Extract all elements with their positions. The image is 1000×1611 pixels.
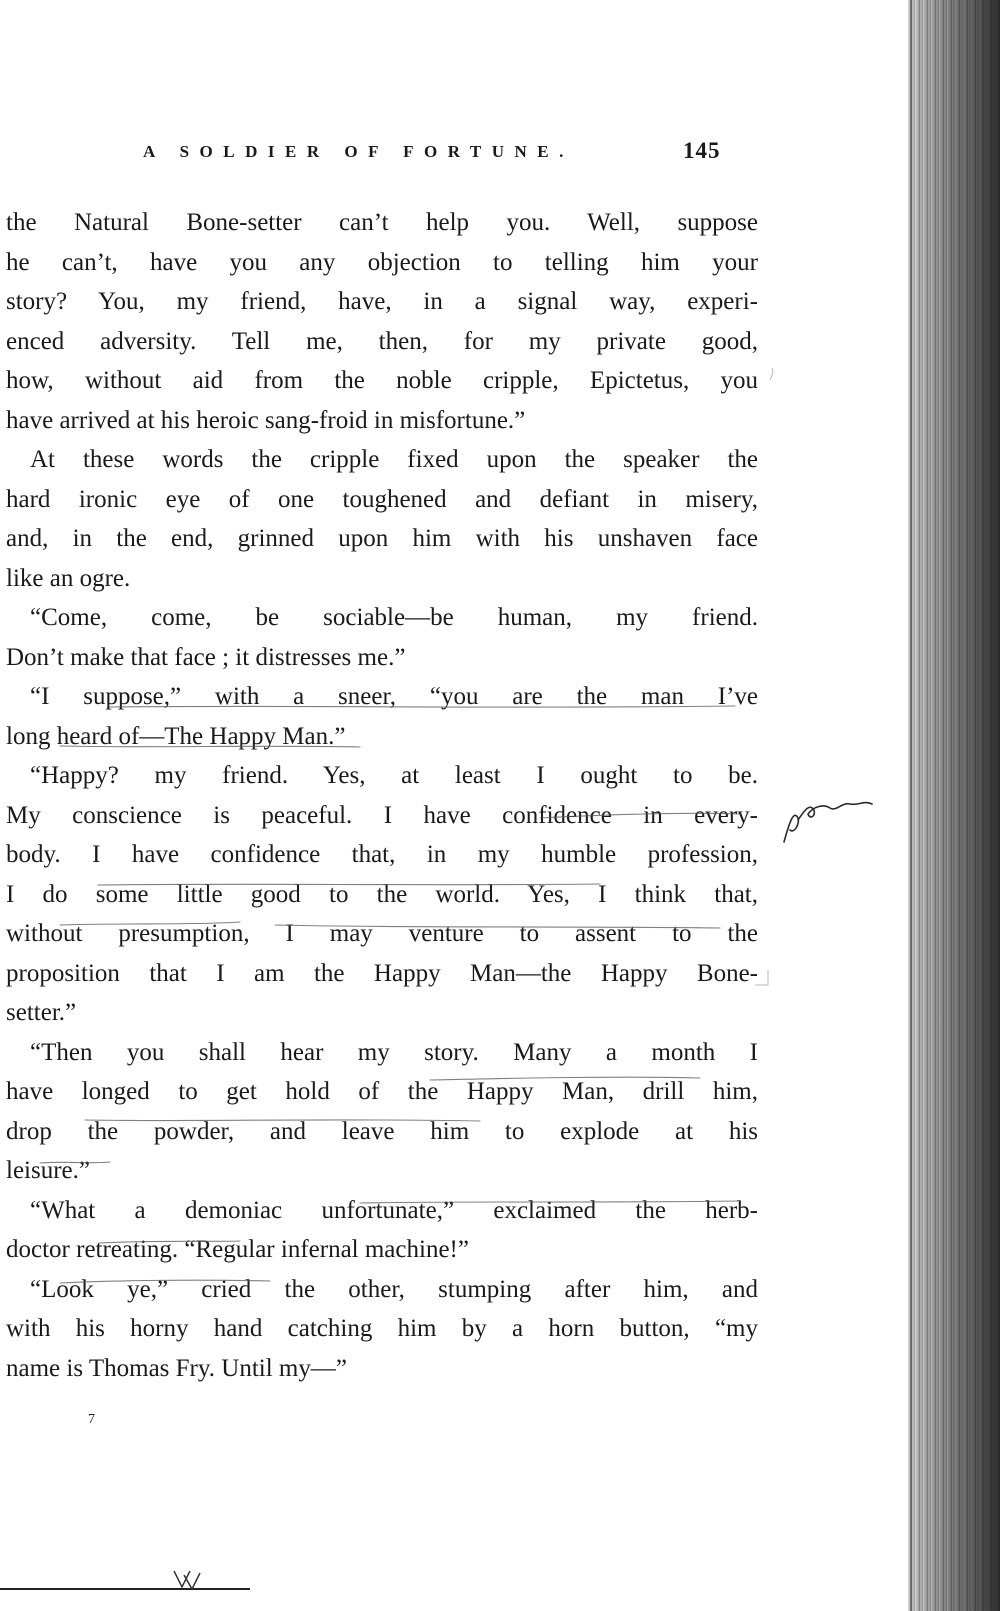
text-line: leisure.”	[6, 1157, 90, 1184]
text-line: My conscience is peaceful. I have confidence in every-	[6, 801, 758, 829]
text-line: I do some little good to the world. Yes, I think that,	[6, 880, 758, 908]
bottom-mark-icon	[170, 1565, 210, 1595]
text-line: hard ironic eye of one toughened and defiant in misery,	[6, 485, 758, 513]
text-line: “I suppose,” with a sneer, “you are the man I’ve	[30, 683, 758, 710]
text-line: “Happy? my friend. Yes, at least I ought to be.	[30, 762, 758, 789]
text-line: enced adversity. Tell me, then, for my private good,	[6, 327, 758, 355]
text-line: At these words the cripple fixed upon the speaker the	[30, 446, 758, 473]
text-line: have arrived at his heroic sang-froid in misfortune.”	[6, 406, 526, 434]
text-line: body. I have confidence that, in my humble profession,	[6, 841, 758, 868]
text-line: proposition that I am the Happy Man—the Happy Bone-	[6, 959, 758, 987]
text-line: he can’t, have you any objection to telling him your	[6, 248, 758, 276]
text-line: drop the powder, and leave him to explode at his	[6, 1117, 758, 1145]
page-number: 145	[683, 138, 721, 163]
text-line: without presumption, I may venture to assent to the	[6, 920, 758, 947]
text-line: setter.”	[6, 999, 77, 1026]
text-line: long heard of—The Happy Man.”	[6, 722, 346, 750]
running-title: A SOLDIER OF FORTUNE.	[143, 142, 574, 161]
text-line: like an ogre.	[6, 564, 131, 592]
signature-mark: 7	[88, 1412, 95, 1427]
text-line: with his horny hand catching him by a horn button, “my	[6, 1315, 758, 1342]
text-line: have longed to get hold of the Happy Man, drill him,	[6, 1078, 758, 1105]
text-line: how, without aid from the noble cripple, Epictetus, you	[6, 367, 758, 394]
text-line: “Then you shall hear my story. Many a month I	[30, 1038, 758, 1066]
text-line: doctor retreating. “Regular infernal machine!”	[6, 1236, 469, 1263]
text-line: “What a demoniac unfortunate,” exclaimed the herb-	[30, 1196, 758, 1224]
bottom-rule	[0, 1588, 250, 1590]
text-line: and, in the end, grinned upon him with his unshaven face	[6, 525, 758, 552]
text-line: Don’t make that face ; it distresses me.”	[6, 643, 406, 671]
text-line: name is Thomas Fry. Until my—”	[6, 1354, 347, 1382]
text-line: story? You, my friend, have, in a signal way, experi-	[6, 288, 758, 315]
text-line: “Look ye,” cried the other, stumping after him, and	[30, 1275, 758, 1303]
text-line: “Come, come, be sociable—be human, my friend.	[30, 604, 758, 631]
text-line: the Natural Bone-setter can’t help you. Well, suppose	[6, 209, 758, 236]
